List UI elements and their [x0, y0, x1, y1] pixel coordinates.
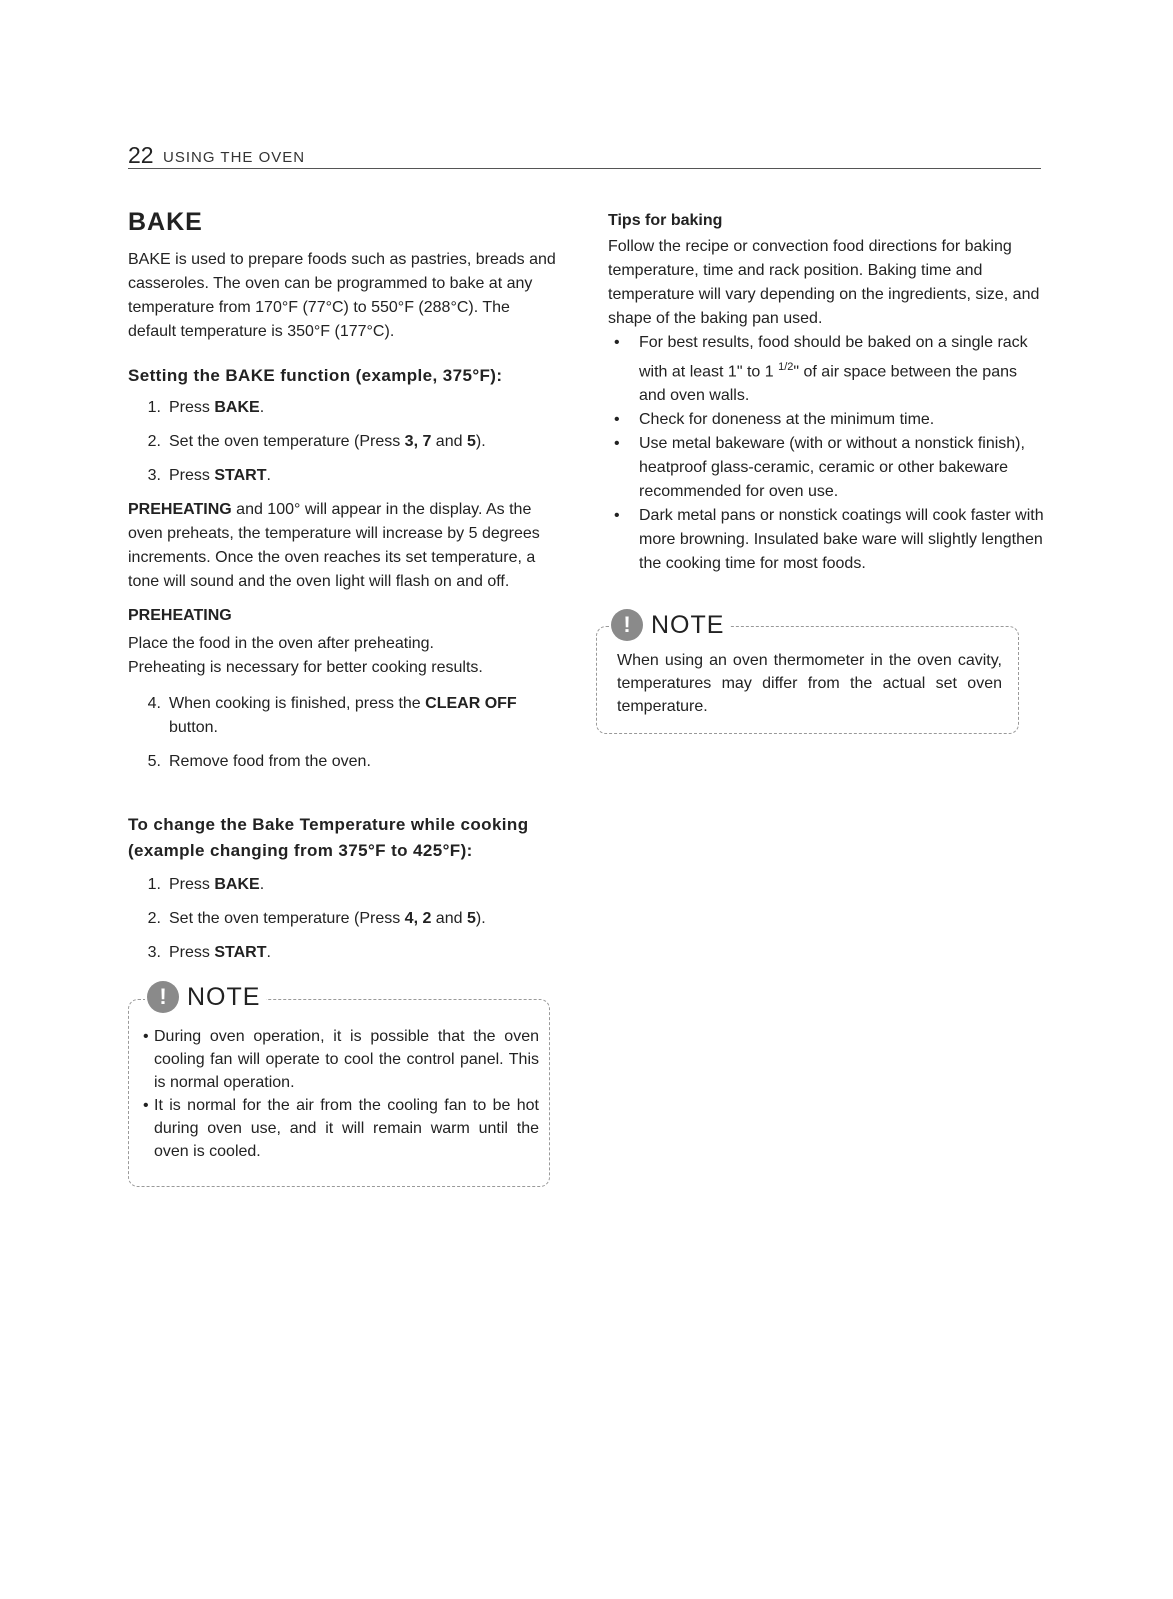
change-steps: [128, 873, 558, 965]
final-step-4: 4. When cooking is finished, press the CLEAR OFF button.: [147, 695, 517, 736]
bake-title: BAKE: [128, 208, 203, 236]
section-title: USING THE OVEN: [163, 149, 306, 166]
exclamation-icon: !: [611, 609, 643, 641]
tips-intro: Follow the recipe or convection food directions for baking temperature, time and rack position. Baking time and temperature will vary depending on the ingredients, size, and shape of the baking pan used.: [608, 238, 1040, 327]
final-steps: [128, 692, 558, 774]
final-step-5: 5. Remove food from the oven.: [147, 753, 371, 770]
preheat-description: PREHEATING and 100° will appear in the display. As the oven preheats, the temperature will increase by 5 degrees increments. Once the oven reaches its set temperature, a tone will sound and the oven light will flash on and off.: [128, 501, 540, 590]
change-heading: To change the Bake Temperature while cooking (example changing from 375°F to 425°F):: [128, 815, 529, 860]
change-step-2: 2. Set the oven temperature (Press 4, 2 and 5).: [147, 910, 486, 927]
tips-heading: Tips for baking: [608, 212, 723, 229]
page-header: [128, 142, 1041, 169]
setting-steps: [128, 396, 558, 488]
note-label: NOTE: [651, 610, 725, 639]
exclamation-icon: !: [147, 981, 179, 1013]
preheating-line-2: Preheating is necessary for better cooking results.: [128, 659, 483, 676]
preheating-heading: PREHEATING: [128, 607, 232, 624]
setting-step-1: 1. Press BAKE.: [147, 399, 265, 416]
change-step-3: 3. Press START.: [147, 944, 271, 961]
right-column: [608, 209, 1048, 734]
note-item: • It is normal for the air from the cooling fan to be hot during oven use, and it will remain warm until the oven is cooled.: [143, 1097, 539, 1160]
preheating-line-1: Place the food in the oven after preheating.: [128, 635, 434, 652]
tips-bullet: • For best results, food should be baked on a single rack with at least 1" to 1 $^{1/2}$" of air space between the pans and oven walls.: [614, 334, 1028, 405]
page-number: 22: [128, 142, 154, 168]
note-body: When using an oven thermometer in the oven cavity, temperatures may differ from the actual set oven temperature.: [617, 652, 1002, 716]
note-item: • During oven operation, it is possible that the oven cooling fan will operate to cool the control panel. This is normal operation.: [143, 1028, 539, 1091]
setting-heading: Setting the BAKE function (example, 375°F):: [128, 366, 503, 385]
tips-bullet: • Use metal bakeware (with or without a nonstick finish), heatproof glass-ceramic, ceramic or other bakeware recommended for oven use.: [614, 435, 1025, 501]
setting-step-3: 3. Press START.: [147, 467, 271, 484]
note-box-thermometer: [596, 610, 1019, 734]
note-box-cooling-fan: [128, 982, 550, 1187]
note-header: [609, 609, 730, 641]
note-header: [145, 981, 266, 1013]
bake-intro: BAKE is used to prepare foods such as pastries, breads and casseroles. The oven can be programmed to bake at any temperature from 170°F (77°C) to 550°F (288°C). The default temperature is 350°F (177°C).: [128, 251, 556, 340]
setting-step-2: 2. Set the oven temperature (Press 3, 7 and 5).: [147, 433, 486, 450]
left-column: [128, 208, 558, 1187]
tips-bullet: • Check for doneness at the minimum time.: [614, 411, 935, 429]
note-body: [143, 1025, 539, 1163]
note-label: NOTE: [187, 982, 261, 1011]
change-step-1: 1. Press BAKE.: [147, 876, 265, 893]
tips-bullet: • Dark metal pans or nonstick coatings will cook faster with more browning. Insulated bake ware will slightly lengthen the cooking time for most foods.: [614, 507, 1044, 573]
